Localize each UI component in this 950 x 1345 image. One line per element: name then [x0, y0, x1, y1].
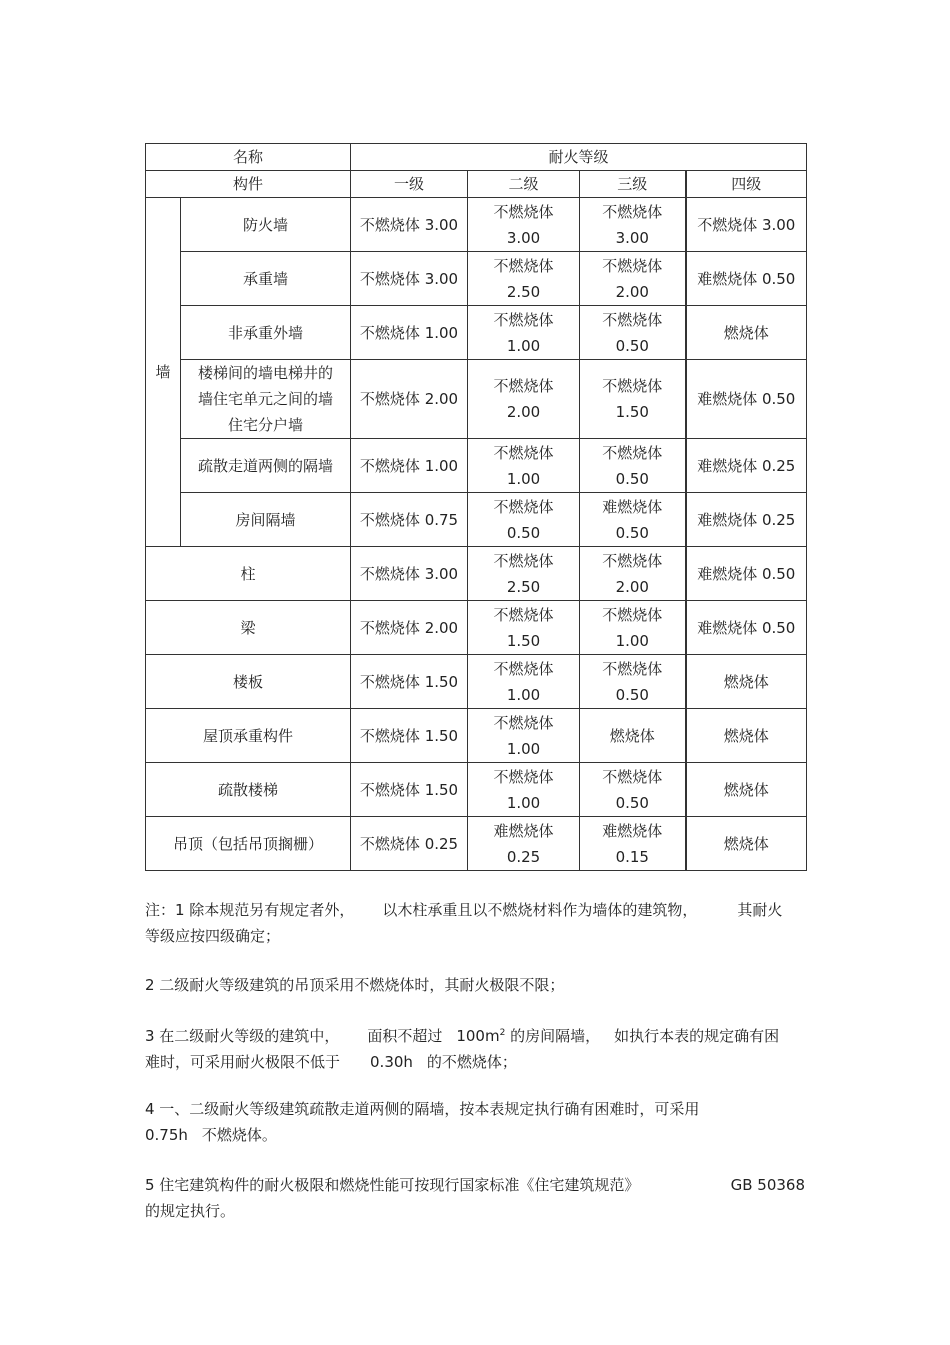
cell-grade-4: 不燃烧体 3.00 [686, 198, 807, 252]
wall-group-label: 墙 [146, 198, 181, 547]
table-row [146, 306, 807, 360]
row-name: 吊顶（包括吊顶搁栅） [146, 817, 351, 871]
row-name: 承重墙 [181, 252, 351, 306]
cell-grade-2: 不燃烧体 1.00 [468, 763, 580, 817]
cell-grade-4: 难燃烧体 0.50 [686, 252, 807, 306]
table-row [146, 817, 807, 871]
cell-grade-2: 不燃烧体 1.00 [468, 709, 580, 763]
table-row [146, 360, 807, 439]
table-row [146, 655, 807, 709]
cell-grade-1: 不燃烧体 3.00 [351, 198, 468, 252]
cell-grade-3: 不燃烧体 2.00 [580, 547, 686, 601]
table-row [146, 763, 807, 817]
cell-grade-3: 不燃烧体 0.50 [580, 439, 686, 493]
cell-grade-2: 不燃烧体 0.50 [468, 493, 580, 547]
cell-grade-3: 燃烧体 [580, 709, 686, 763]
cell-grade-1: 不燃烧体 0.75 [351, 493, 468, 547]
table-row [146, 252, 807, 306]
note-4: 4 一、二级耐火等级建筑疏散走道两侧的隔墙，按本表规定执行确有困难时，可采用 0.75h 不燃烧体。 [145, 1100, 700, 1144]
header-grade-1: 一级 [351, 171, 468, 198]
row-name: 房间隔墙 [181, 493, 351, 547]
cell-grade-3: 难燃烧体 0.15 [580, 817, 686, 871]
row-name: 防火墙 [181, 198, 351, 252]
table-row [146, 439, 807, 493]
cell-grade-4: 燃烧体 [686, 306, 807, 360]
cell-grade-4: 难燃烧体 0.25 [686, 493, 807, 547]
row-name: 柱 [146, 547, 351, 601]
table-row [146, 547, 807, 601]
cell-grade-1: 不燃烧体 2.00 [351, 601, 468, 655]
cell-grade-1: 不燃烧体 1.50 [351, 763, 468, 817]
cell-grade-2: 不燃烧体 1.00 [468, 306, 580, 360]
row-name: 非承重外墙 [181, 306, 351, 360]
cell-grade-3: 不燃烧体 2.00 [580, 252, 686, 306]
cell-grade-1: 不燃烧体 3.00 [351, 547, 468, 601]
note-5: 5 住宅建筑构件的耐火极限和燃烧性能可按现行国家标准《住宅建筑规范》 GB 50368 的规定执行。 [145, 1176, 805, 1220]
cell-grade-1: 不燃烧体 1.50 [351, 709, 468, 763]
cell-grade-2: 不燃烧体 2.50 [468, 547, 580, 601]
row-name: 楼梯间的墙电梯井的 墙住宅单元之间的墙 住宅分户墙 [181, 360, 351, 439]
cell-grade-3: 不燃烧体 0.50 [580, 763, 686, 817]
header-rating: 耐火等级 [351, 144, 807, 171]
cell-grade-1: 不燃烧体 1.00 [351, 439, 468, 493]
cell-grade-1: 不燃烧体 1.00 [351, 306, 468, 360]
cell-grade-4: 难燃烧体 0.50 [686, 547, 807, 601]
cell-grade-1: 不燃烧体 2.00 [351, 360, 468, 439]
cell-grade-2: 不燃烧体 1.00 [468, 439, 580, 493]
cell-grade-4: 难燃烧体 0.50 [686, 601, 807, 655]
cell-grade-2: 不燃烧体 1.00 [468, 655, 580, 709]
cell-grade-3: 不燃烧体 3.00 [580, 198, 686, 252]
row-name: 疏散走道两侧的隔墙 [181, 439, 351, 493]
cell-grade-1: 不燃烧体 3.00 [351, 252, 468, 306]
cell-grade-2: 难燃烧体 0.25 [468, 817, 580, 871]
fire-rating-table [145, 143, 807, 871]
header-grade-2: 二级 [468, 171, 580, 198]
note-2: 2 二级耐火等级建筑的吊顶采用不燃烧体时，其耐火极限不限； [145, 976, 565, 994]
cell-grade-4: 燃烧体 [686, 655, 807, 709]
table-row [146, 493, 807, 547]
row-name: 梁 [146, 601, 351, 655]
row-name: 楼板 [146, 655, 351, 709]
row-name: 屋顶承重构件 [146, 709, 351, 763]
cell-grade-2: 不燃烧体 1.50 [468, 601, 580, 655]
header-name: 名称 [146, 144, 351, 171]
cell-grade-3: 不燃烧体 1.00 [580, 601, 686, 655]
cell-grade-3: 不燃烧体 0.50 [580, 655, 686, 709]
note-1: 注：1 除本规范另有规定者外， 以木柱承重且以不燃烧材料作为墙体的建筑物， 其耐火 等级应按四级确定； [145, 901, 783, 945]
cell-grade-3: 不燃烧体 1.50 [580, 360, 686, 439]
cell-grade-4: 难燃烧体 0.50 [686, 360, 807, 439]
table-row [146, 198, 807, 252]
cell-grade-1: 不燃烧体 0.25 [351, 817, 468, 871]
cell-grade-2: 不燃烧体 2.50 [468, 252, 580, 306]
cell-grade-1: 不燃烧体 1.50 [351, 655, 468, 709]
cell-grade-4: 燃烧体 [686, 817, 807, 871]
note-3: 3 在二级耐火等级的建筑中， 面积不超过 $100m^2$ 的房间隔墙， 如执行本表的规定确有困 难时，可采用耐火极限不低于 0.30h 的不燃烧体； [145, 1027, 780, 1071]
header-component: 构件 [146, 171, 351, 198]
cell-grade-4: 燃烧体 [686, 709, 807, 763]
header-grade-3: 三级 [580, 171, 686, 198]
cell-grade-3: 难燃烧体 0.50 [580, 493, 686, 547]
row-name: 疏散楼梯 [146, 763, 351, 817]
cell-grade-3: 不燃烧体 0.50 [580, 306, 686, 360]
cell-grade-2: 不燃烧体 3.00 [468, 198, 580, 252]
cell-grade-4: 难燃烧体 0.25 [686, 439, 807, 493]
cell-grade-4: 燃烧体 [686, 763, 807, 817]
cell-grade-2: 不燃烧体 2.00 [468, 360, 580, 439]
table-row [146, 709, 807, 763]
table-row [146, 601, 807, 655]
header-grade-4: 四级 [686, 171, 807, 198]
